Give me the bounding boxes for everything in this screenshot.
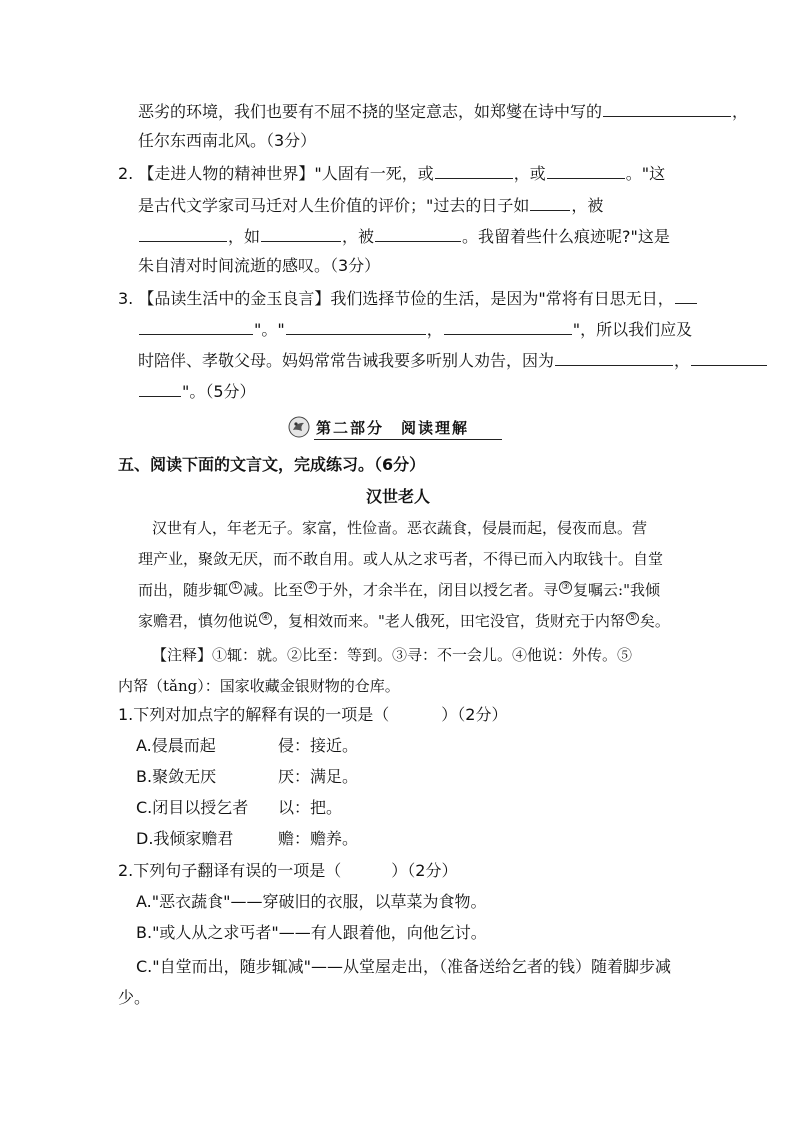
footnote-mark: ② xyxy=(304,581,317,594)
section-header-part2 xyxy=(288,416,502,438)
q5-1-option-c-explain: 以：把。 xyxy=(278,798,343,817)
q5-2-stem: 2.下列句子翻译有误的一项是（ ）（2分） xyxy=(118,861,458,880)
section-underline xyxy=(314,439,502,440)
q5-2-option-b[interactable]: B."或人从之求丐者"——有人跟着他，向他乞讨。 xyxy=(136,923,487,942)
q3-line2: "。" ， "，所以我们应及 xyxy=(138,318,692,340)
q1-continuation-line1: 恶劣的环境，我们也要有不屈不挠的坚定意志，如郑燮在诗中写的 ， xyxy=(138,102,749,121)
answer-blank[interactable] xyxy=(675,287,697,304)
q5-1-option-b[interactable]: B.聚敛无厌 xyxy=(136,767,217,786)
answer-blank[interactable] xyxy=(435,162,513,179)
decorative-emblem-icon xyxy=(288,416,310,438)
q5-1-option-a-explain: 侵：接近。 xyxy=(278,736,359,755)
q5-2-option-c-cont: 少。 xyxy=(118,988,151,1007)
q5-2-option-c[interactable]: C."自堂而出，随步辄减"——从堂屋走出，（准备送给乞者的钱）随着脚步减 xyxy=(136,957,671,976)
footnote-mark: ③ xyxy=(559,581,572,594)
q2-line2: 是古代文学家司马迁对人生价值的评价；"过去的日子如 ，被 xyxy=(138,196,604,215)
passage-line4: 家赡君，慎勿他说 ④ ，复相效而来。"老人俄死，田宅没官，货财充于内帑 ⑤ 矣。 xyxy=(138,612,670,630)
q2-number: 2. xyxy=(118,164,134,183)
q3-line3: 时陪伴、孝敬父母。妈妈常常告诫我要多听别人劝告，因为 ， xyxy=(138,349,768,371)
q2-line4: 朱自清对时间流逝的感叹。（3分） xyxy=(138,256,381,275)
answer-blank[interactable] xyxy=(139,380,181,397)
q3-line1: 3. 【品读生活中的金玉良言】我们选择节俭的生活，是因为"常将有日思无日， xyxy=(118,287,698,309)
q3-line4: "。（5分） xyxy=(138,380,256,402)
passage-title: 汉世老人 xyxy=(366,487,431,506)
q5-1-option-c[interactable]: C.闭目以授乞者 xyxy=(136,798,249,817)
passage-line1: 汉世有人，年老无子。家富，性俭啬。恶衣蔬食，侵晨而起，侵夜而息。营 xyxy=(152,519,648,537)
q1-continuation-line2: 任尔东西南北风。（3分） xyxy=(138,131,317,150)
part5-heading: 五、阅读下面的文言文，完成练习。（6分） xyxy=(118,455,426,474)
answer-blank[interactable] xyxy=(555,349,673,366)
answer-blank[interactable] xyxy=(603,100,731,117)
answer-blank[interactable] xyxy=(547,162,625,179)
passage-line2: 理产业，聚敛无厌，而不敢自用。或人从之求丐者，不得已而入内取钱十。自堂 xyxy=(138,550,664,568)
q5-1-option-d[interactable]: D.我倾家赡君 xyxy=(136,829,234,848)
answer-blank[interactable] xyxy=(375,225,461,242)
q5-1-option-d-explain: 赡：赡养。 xyxy=(278,829,359,848)
answer-blank[interactable] xyxy=(139,225,227,242)
q2-line3: ，如 ，被 。我留着些什么痕迹呢?"这是 xyxy=(138,225,670,247)
notes-line1: 【注释】①辄：就。②比至：等到。③寻：不一会儿。④他说：外传。⑤ xyxy=(152,646,633,664)
answer-blank[interactable] xyxy=(261,225,341,242)
q5-1-option-b-explain: 厌：满足。 xyxy=(278,767,359,786)
answer-blank[interactable] xyxy=(530,194,570,211)
answer-blank[interactable] xyxy=(286,318,426,335)
answer-blank[interactable] xyxy=(691,349,767,366)
footnote-mark: ① xyxy=(229,581,242,594)
notes-line2: 内帑（tǎng）：国家收藏金银财物的仓库。 xyxy=(118,677,400,695)
q5-2-option-a[interactable]: A."恶衣蔬食"——穿破旧的衣服，以草菜为食物。 xyxy=(136,892,487,911)
footnote-mark: ⑤ xyxy=(626,612,639,625)
section-title: 第二部分 阅读理解 xyxy=(316,419,470,437)
q1-text: 恶劣的环境，我们也要有不屈不挠的坚定意志，如郑燮在诗中写的 xyxy=(138,102,603,121)
q3-number: 3. xyxy=(118,289,134,308)
q2-line1: 2. 【走进人物的精神世界】"人固有一死，或 ，或 。"这 xyxy=(118,164,666,183)
footnote-mark: ④ xyxy=(259,612,272,625)
passage-line3: 而出，随步辄 ① 减。比至 ② 于外，才余半在，闭目以授乞者。寻 ③ 复嘱云:"我倾 xyxy=(138,581,661,599)
q5-1-stem: 1.下列对加点字的解释有误的一项是（ ）（2分） xyxy=(118,705,508,724)
answer-blank[interactable] xyxy=(139,318,253,335)
q5-1-option-a[interactable]: A.侵晨而起 xyxy=(136,736,216,755)
answer-blank[interactable] xyxy=(444,318,572,335)
